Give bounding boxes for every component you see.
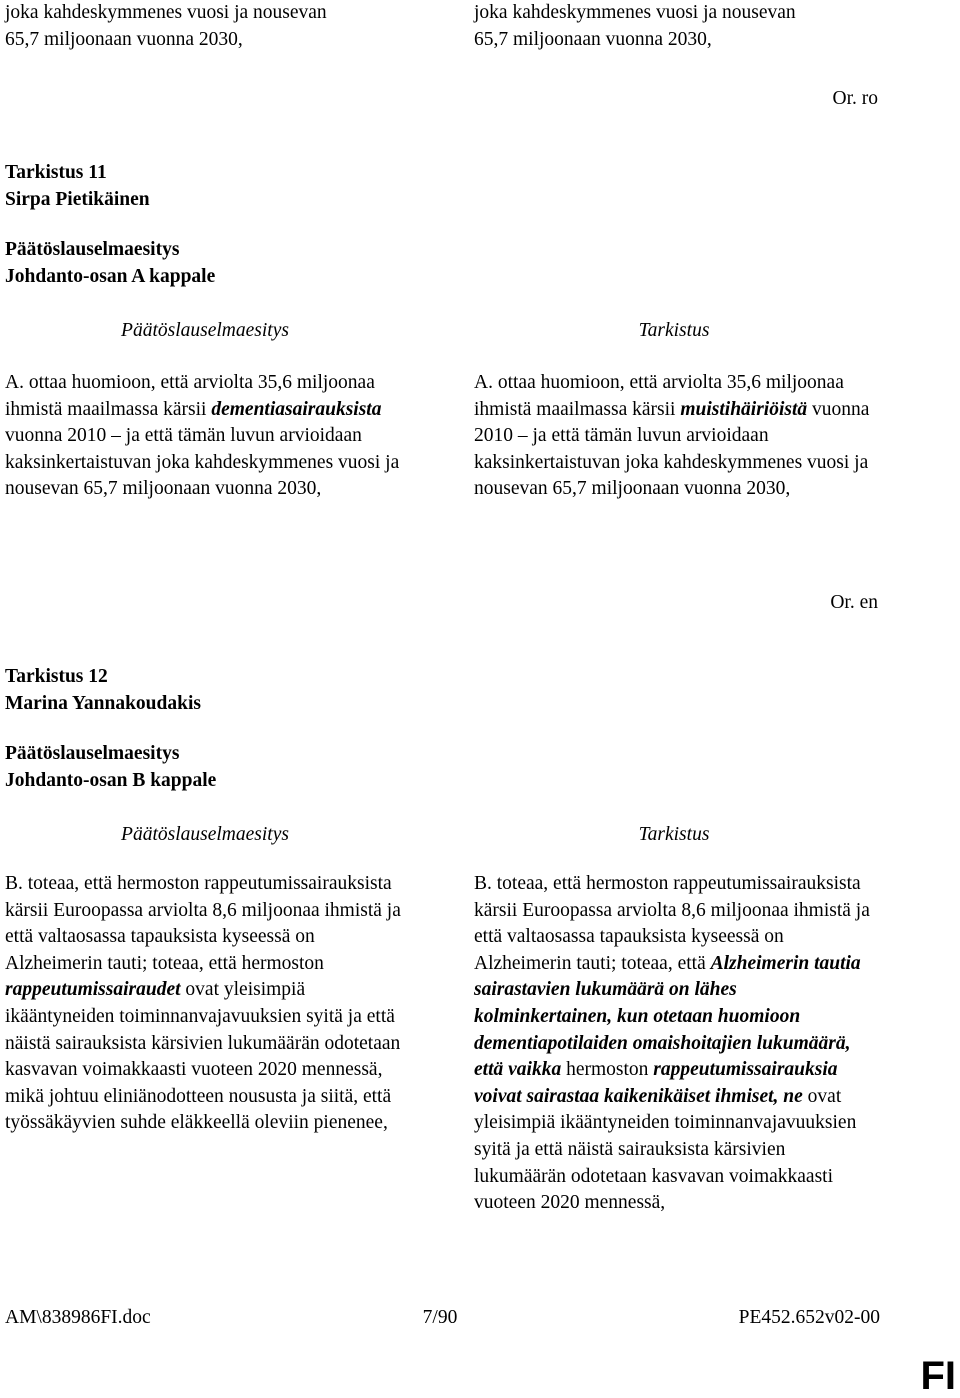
amendment-author: Sirpa Pietikäinen (5, 189, 150, 210)
section-name: Johdanto-osan B kappale (5, 770, 217, 791)
paragraph-text: B. toteaa, että hermoston rappeutumissairauksista kärsii Euroopassa arviolta 8,6 miljoonaa ihmistä ja että valtaosassa tapauksista kyseessä on Alzheimerin tauti; toteaa, että (474, 873, 870, 974)
text-line: 65,7 miljoonaan vuonna 2030, (474, 28, 712, 50)
changed-text: muistihäiriöistä (680, 398, 808, 420)
continued-text-right (474, 0, 904, 53)
section-name: Johdanto-osan A kappale (5, 266, 216, 287)
paragraph-text: ovat yleisimpiä ikääntyneiden toiminnanvajavuuksien syitä ja että näistä sairauksista kärsivien lukumäärän odotetaan kasvavan voimakkaasti vuoteen 2020 mennessä, mikä johtuu eliniänodotteen noususta ja siitä, että työssäkäyvien suhde eläkkeellä oleviin pienenee, (5, 979, 401, 1134)
footer-document-ref: AM\838986FI.doc (5, 1307, 151, 1328)
text-line: joka kahdeskymmenes vuosi ja nousevan (5, 2, 327, 23)
paragraph-text: A. ottaa huomioon, että arviolta 35,6 miljoonaa ihmistä maailmassa kärsii (474, 372, 844, 420)
column-header-right: Tarkistus (638, 320, 710, 341)
original-language-note: Or. ro (832, 88, 878, 109)
paragraph-right (474, 370, 879, 503)
paragraph-text: hermoston (561, 1059, 654, 1081)
document-name: Päätöslauselmaesitys (5, 743, 180, 764)
footer-pe-number: PE452.652v02-00 (738, 1307, 880, 1328)
paragraph-text: B. toteaa, että hermoston rappeutumissairauksista kärsii Euroopassa arviolta 8,6 miljoonaa ihmistä ja että valtaosassa tapauksista kyseessä on Alzheimerin tauti; toteaa, että hermoston (5, 873, 401, 974)
amendment-title: Tarkistus 11 (5, 162, 107, 183)
original-language-note: Or. en (830, 592, 878, 613)
amendment-author: Marina Yannakoudakis (5, 693, 201, 714)
paragraph-left (5, 871, 408, 1137)
changed-text: dementiasairauksista (211, 398, 382, 420)
paragraph-text: vuonna 2010 – ja että tämän luvun arvioidaan kaksinkertaistuvan joka kahdeskymmenes vuosi ja nousevan 65,7 miljoonaan vuonna 2030, (5, 425, 400, 500)
document-name: Päätöslauselmaesitys (5, 239, 180, 260)
column-header-left: Päätöslauselmaesitys (121, 824, 289, 845)
changed-text: Alzheimerin tautia sairastavien lukumäärä on lähes kolminkertainen, kun otetaan huomioon dementiapotilaiden omaishoitajien lukumäärä, että vaikka (474, 952, 861, 1081)
amendment-title: Tarkistus 12 (5, 666, 108, 687)
text-line: joka kahdeskymmenes vuosi ja nousevan (474, 2, 796, 23)
column-header-left: Päätöslauselmaesitys (121, 320, 289, 341)
changed-text: rappeutumissairauksia voivat sairastaa kaikenikäiset ihmiset, ne (474, 1059, 838, 1107)
paragraph-text: A. ottaa huomioon, että arviolta 35,6 miljoonaa ihmistä maailmassa kärsii (5, 372, 375, 420)
paragraph-text: vuonna 2010 – ja että tämän luvun arvioidaan kaksinkertaistuvan joka kahdeskymmenes vuosi ja nousevan 65,7 miljoonaan vuonna 2030, (474, 398, 870, 500)
paragraph-left (5, 370, 405, 503)
continued-text-left (5, 0, 425, 53)
text-line: 65,7 miljoonaan vuonna 2030, (5, 28, 243, 50)
footer-page-number: 7/90 (422, 1307, 458, 1328)
language-code: FI (920, 1354, 956, 1398)
column-header-right: Tarkistus (638, 824, 710, 845)
paragraph-right (474, 871, 879, 1217)
paragraph-text: ovat yleisimpiä ikääntyneiden toiminnanvajavuuksien syitä ja että näistä sairauksista kärsivien lukumäärän odotetaan kasvavan voimakkaasti vuoteen 2020 mennessä, (474, 1085, 857, 1214)
changed-text: rappeutumissairaudet (5, 979, 181, 1001)
